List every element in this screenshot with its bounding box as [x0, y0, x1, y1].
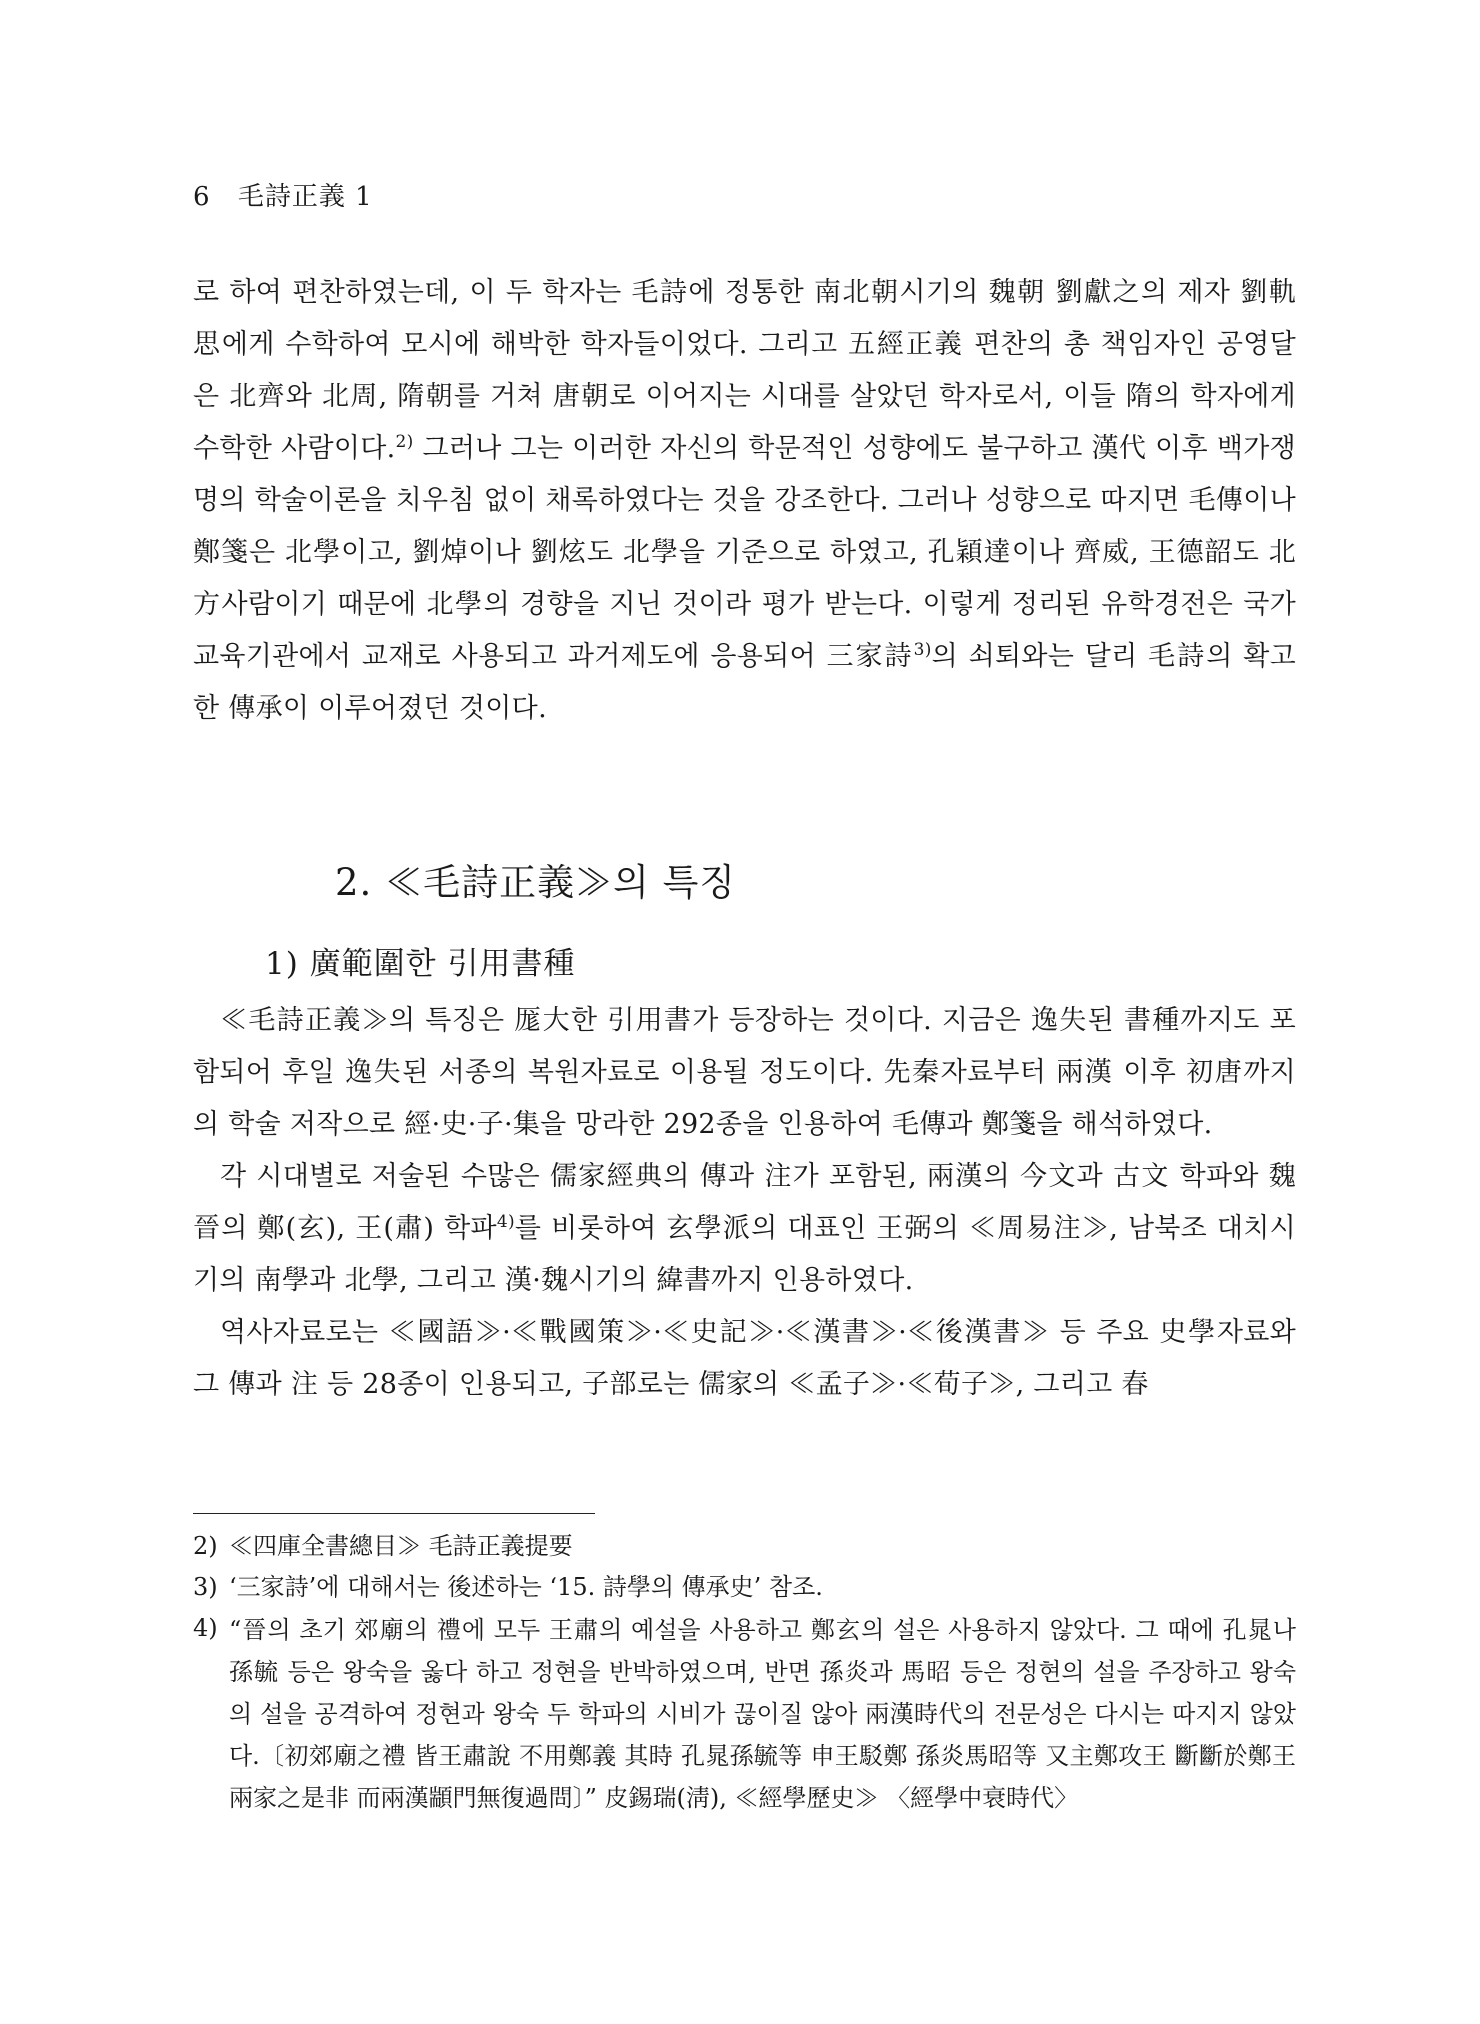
intro-paragraph	[193, 267, 1296, 735]
paragraph	[193, 267, 1296, 735]
paragraph-text: 로 하여 편찬하였는데, 이 두 학자는 毛詩에 정통한 南北朝시기의 魏朝 劉獻之의 제자 劉軌思에게 수학하여 모시에 해박한 학자들이었다. 그리고 五經正義 편찬의 총 책임자인 공영달은 北齊와 北周, 隋朝를 거쳐 唐朝로 이어지는 시대를 살았던 학자로서, 이들 隋의 학자에게 수학한 사람이다.	[193, 277, 1296, 464]
section-title: 2. ≪毛詩正義≫의 특징	[335, 861, 737, 904]
footnote-text: ≪四庫全書總目≫ 毛詩正義提要	[229, 1532, 573, 1560]
paragraph	[193, 1151, 1296, 1307]
footnote	[193, 1568, 1296, 1607]
footnote-number: 3)	[193, 1573, 218, 1601]
footnotes	[193, 1527, 1296, 1821]
running-header	[193, 176, 373, 213]
footnote-text: ‘三家詩’에 대해서는 後述하는 ‘15. 詩學의 傳承史’ 참조.	[229, 1573, 823, 1601]
footnote-divider	[193, 1513, 595, 1514]
paragraph: ≪毛詩正義≫의 특징은 厖大한 引用書가 등장하는 것이다. 지금은 逸失된 書種까지도 포함되어 후일 逸失된 서종의 복원자료로 이용될 정도이다. 先秦자료부터 兩漢 이후 初唐까지의 학술 저작으로 經·史·子·集을 망라한 292종을 인용하여 毛傳과 鄭箋을 해석하였다.	[193, 1005, 1296, 1140]
footnote-number: 2)	[193, 1532, 218, 1560]
footnote-ref-4[interactable]: 4)	[496, 1212, 515, 1232]
paragraph: 역사자료로는 ≪國語≫·≪戰國策≫·≪史記≫·≪漢書≫·≪後漢書≫ 등 주요 史學자료와 그 傳과 注 등 28종이 인용되고, 子部로는 儒家의 ≪孟子≫·≪荀子≫, 그리고 春	[193, 1317, 1296, 1400]
footnote	[193, 1527, 1296, 1566]
paragraph-text: 를 비롯하여 玄學派의 대표인 王弼의 ≪周易注≫, 남북조 대치시기의 南學과 北學, 그리고 漢·魏시기의 緯書까지 인용하였다.	[193, 1213, 1296, 1296]
footnote-text: “晉의 초기 郊廟의 禮에 모두 王肅의 예설을 사용하고 鄭玄의 설은 사용하지 않았다. 그 때에 孔晁나 孫毓 등은 왕숙을 옳다 하고 정현을 반박하였으며, 반면 孫炎과 馬昭 등은 정현의 설을 주장하고 왕숙의 설을 공격하여 정현과 왕숙 두 학파의 시비가 끊이질 않아 兩漢時代의 전문성은 다시는 따지지 않았다.〔初郊廟之禮 皆王肅說 不用鄭義 其時 孔晁孫毓等 申王駁鄭 孫炎馬昭等 又主鄭攻王 斷斷於鄭王兩家之是非 而兩漢顓門無復過問〕” 皮錫瑞(淸), ≪經學歷史≫ 〈經學中衰時代〉	[229, 1616, 1296, 1812]
paragraph-text: 의 쇠퇴와는 달리 毛詩의 확고한 傳承이 이루어졌던 것이다.	[193, 641, 1297, 724]
subsection-title: 1) 廣範圍한 引用書種	[265, 946, 576, 982]
paragraph-text: 각 시대별로 저술된 수많은 儒家經典의 傳과 注가 포함된, 兩漢의 今文과 古文 학파와 魏晉의 鄭(玄), 王(肅) 학파	[193, 1161, 1296, 1244]
footnote-number: 4)	[193, 1614, 218, 1642]
footnote-ref-3[interactable]: 3)	[913, 640, 932, 660]
footnote	[193, 1609, 1296, 1819]
paragraph-text: 그러나 그는 이러한 자신의 학문적인 성향에도 불구하고 漢代 이후 백가쟁명의 학술이론을 치우침 없이 채록하였다는 것을 강조한다. 그러나 성향으로 따지면 毛傳이나 鄭箋은 北學이고, 劉焯이나 劉炫도 北學을 기준으로 하였고, 孔穎達이나 齊威, 王德韶도 北方사람이기 때문에 北學의 경향을 지닌 것이라 평가 받는다. 이렇게 정리된 유학경전은 국가교육기관에서 교재로 사용되고 과거제도에 응용되어 三家詩	[193, 433, 1296, 672]
book-title: 毛詩正義 1	[237, 182, 373, 212]
footnote-ref-2[interactable]: 2)	[395, 432, 414, 452]
page-number: 6	[193, 182, 211, 212]
main-text	[193, 995, 1296, 1411]
